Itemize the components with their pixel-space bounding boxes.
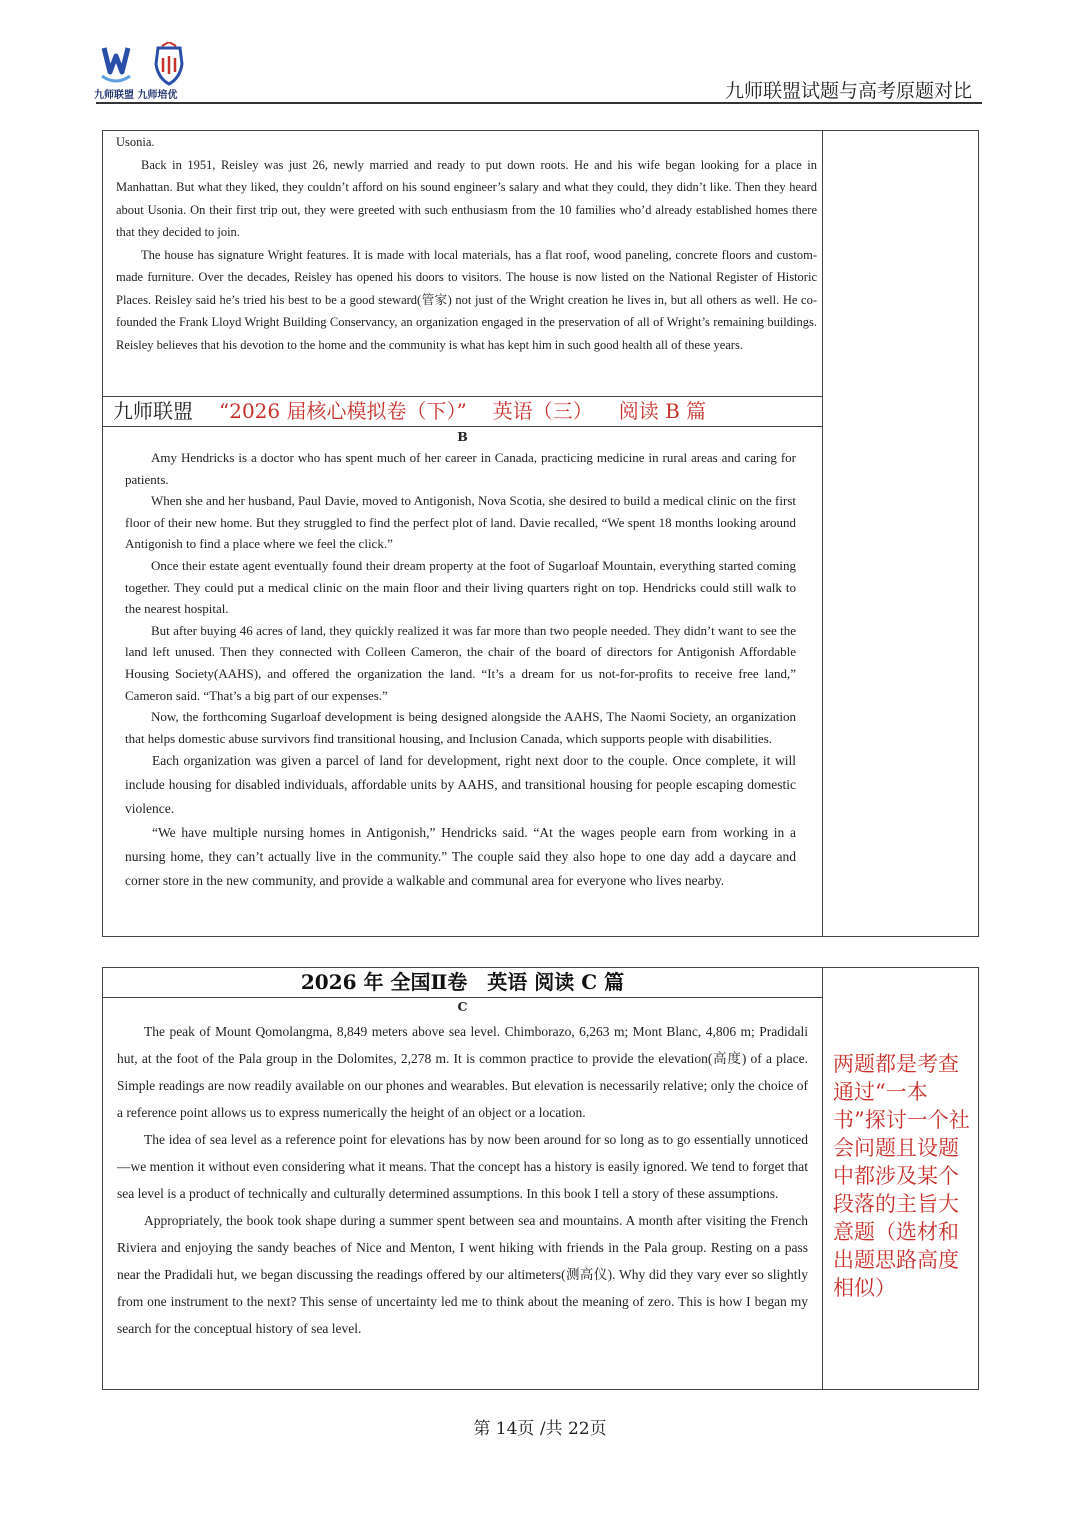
- section-b-heading-cell: [103, 397, 823, 427]
- comparison-note: 两题都是考查通过“一本书”探讨一个社会问题且设题中都涉及某个段落的主旨大意题（选材和出题思路高度相似）: [833, 1052, 970, 1300]
- passage-a-cell: [103, 131, 823, 397]
- section-b-paragraph: Amy Hendricks is a doctor who has spent much of her career in Canada, practicing medicine in rural areas and caring for patients.: [125, 450, 796, 487]
- publisher-logo: [92, 42, 210, 104]
- section-b-org: 九师联盟: [113, 399, 193, 423]
- section-c-passage: [103, 1015, 822, 1342]
- comparison-table-lower: [102, 967, 979, 1390]
- section-b-passage: [103, 445, 822, 893]
- section-b-part: 阅读 B 篇: [618, 399, 707, 423]
- section-b-paragraph: “We have multiple nursing homes in Antigonish,” Hendricks said. “At the wages people earn from working in a nursing home, they can’t actually live in the community.” The couple said they also hope to one day add a daycare and corner store in the new community, and provide a walkable and communal area for everyone who lives nearby.: [125, 825, 796, 889]
- logo-text-jiushi-lianmeng: 九师联盟: [94, 90, 134, 101]
- section-b-paragraph: But after buying 46 acres of land, they quickly realized it was far more than two people needed. They didn’t want to see the land left unused. Then they connected with Colleen Cameron, the chair of the board of directors for Antigonish Affordable Housing Society(AAHS), and offered the organization the land. “It’s a dream for us not-for-profits to receive free land,” Cameron said. “That’s a big part of our expenses.”: [125, 622, 796, 703]
- section-c-paragraph: Appropriately, the book took shape during a summer spent between sea and mountains. A month after visiting the French Riviera and enjoying the sandy beaches of Nice and Menton, I went hiking with friends in the Pala group. Resting on a pass near the Pradidali hut, we began discussing the readings offered by our altimeters(测高仪). Why did they vary ever so slightly from one instrument to the next? This sense of uncertainty led me to think about the meaning of zero. This is how I began my search for the conceptual history of sea level.: [117, 1213, 808, 1336]
- notes-column-upper: [823, 131, 979, 937]
- section-c-letter: C: [457, 999, 468, 1014]
- header-divider: [96, 102, 982, 104]
- header-title: 九师联盟试题与高考原题对比: [724, 80, 972, 102]
- section-c-paragraph: The idea of sea level as a reference point for elevations has by now been around for so long as to go essentially unnoticed—we mention it without even considering what it means. That the concept has a history is easily ignored. We tend to forget that sea level is a product of technically and culturally determined assumptions. In this book I tell a story of these assumptions.: [117, 1132, 808, 1201]
- section-b-exam: “2026 届核心模拟卷（下）”: [219, 399, 467, 423]
- passage-a-text: [103, 131, 822, 356]
- notes-column-lower: [823, 968, 979, 1390]
- section-c-heading-cell: [103, 968, 823, 998]
- section-b-paragraph: Each organization was given a parcel of land for development, right next door to the couple. Once complete, it will include housing for disabled individuals, affordable units by AAHS, and transitional housing for people escaping domestic violence.: [125, 753, 796, 817]
- section-c-passage-cell: [103, 998, 823, 1390]
- section-b-heading: [103, 397, 822, 426]
- section-c-heading: 2026 年 全国Ⅱ卷 英语 阅读 C 篇: [300, 970, 625, 994]
- comparison-table-upper: [102, 130, 979, 937]
- passage-a-paragraph: The house has signature Wright features. It is made with local materials, has a flat roof, wood paneling, concrete floors and custom-made furniture. Over the decades, Reisley has opened his doors to visitors. The house is now listed on the National Register of Historic Places. Reisley said he’s tried his best to be a good steward(管家) not just of the Wright creation he lives in, but all others as well. He co-founded the Frank Lloyd Wright Building Conservancy, an organization engaged in the preservation of all of Wright’s remaining buildings. Reisley believes that his devotion to the home and the community is what has kept him in such good health all of these years.: [116, 247, 817, 352]
- section-b-paragraph: Now, the forthcoming Sugarloaf development is being designed alongside the AAHS, The Naomi Society, an organization that helps domestic abuse survivors find transitional housing, and Inclusion Canada, which supports people with disabilities.: [125, 709, 796, 746]
- passage-a-paragraph: Back in 1951, Reisley was just 26, newly married and ready to put down roots. He and his wife began looking for a place in Manhattan. But what they liked, they couldn’t afford on his sound engineer’s salary and what they could, they didn’t like. Then they heard about Usonia. On their first trip out, they were greeted with such enthusiasm from the 10 families who’d already established homes there that they decided to join.: [116, 157, 817, 239]
- section-b-paragraph: When she and her husband, Paul Davie, moved to Antigonish, Nova Scotia, she desired to build a medical clinic on the first floor of their new home. But they struggled to find the perfect plot of land. Davie recalled, “We spent 18 months looking around Antigonish to find a place where we feel the click.”: [125, 493, 796, 552]
- section-c-paragraph: The peak of Mount Qomolangma, 8,849 meters above sea level. Chimborazo, 6,263 m; Mont Blanc, 4,806 m; Pradidali hut, at the foot of the Pala group in the Dolomites, 2,278 m. It is common practice to provide the elevation(高度) of a place. Simple readings are now readily available on our phones and wearables. But elevation is necessarily relative; only the choice of a reference point allows us to express numerically the height of an object or a location.: [117, 1024, 808, 1120]
- logo-text-jiushi-peiyou: 九师培优: [137, 90, 178, 101]
- page-number: 第 14页 /共 22页: [473, 1419, 607, 1439]
- passage-a-line: Usonia.: [116, 135, 155, 149]
- section-b-paragraph: Once their estate agent eventually found their dream property at the foot of Sugarloaf Mountain, everything started coming together. They could put a medical clinic on the main floor and their living quarters right on top. Hendricks could still walk to the nearest hospital.: [125, 557, 796, 617]
- section-b-passage-cell: [103, 427, 823, 937]
- section-b-subject: 英语（三）: [492, 399, 593, 423]
- section-b-letter: B: [457, 429, 468, 444]
